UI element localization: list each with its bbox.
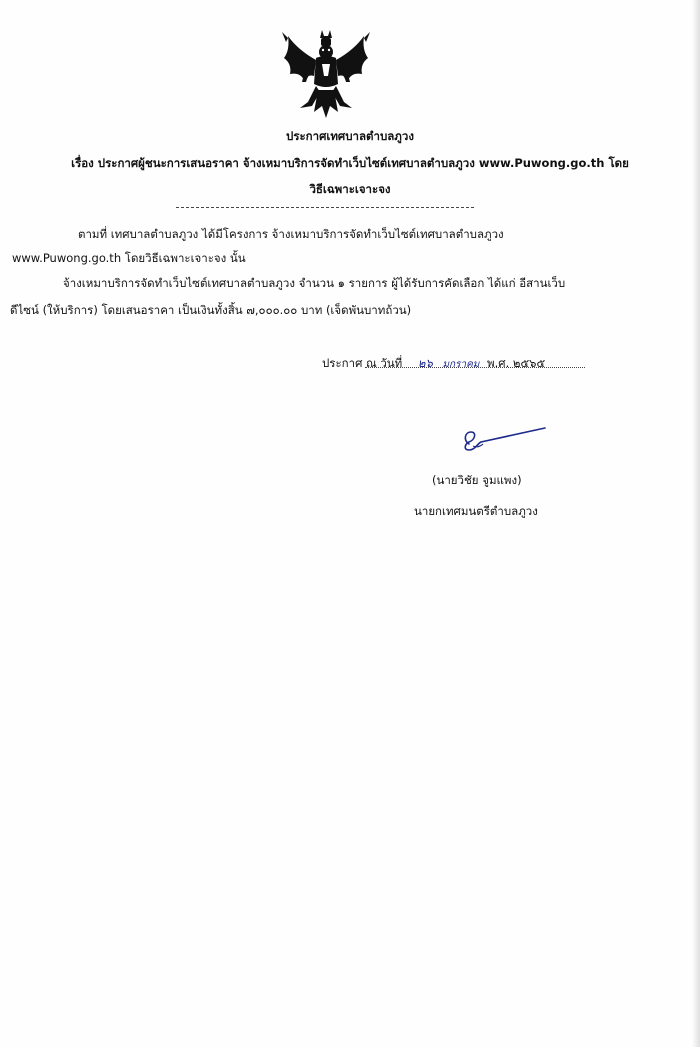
date-month: มกราคม (442, 359, 480, 370)
date-day: ๒๖ (417, 356, 433, 370)
date-prefix: ประกาศ ณ วันที่ (322, 356, 403, 370)
document-title: ประกาศเทศบาลตำบลภูวง (286, 129, 414, 143)
signer-name: (นายวิชัย จูมแพง) (432, 473, 522, 487)
section-divider (176, 207, 474, 208)
date-year: พ.ศ. ๒๕๖๕ (487, 356, 546, 370)
paragraph-1-line-2: www.Puwong.go.th โดยวิธีเฉพาะเจาะจง นั้น (12, 251, 246, 265)
paragraph-2-line-2: ดีไซน์ (ให้บริการ) โดยเสนอราคา เป็นเงินทั้งสิ้น ๗,๐๐๐.๐๐ บาท (เจ็ดพันบาทถ้วน) (10, 303, 412, 317)
subject-line-1: เรื่อง ประกาศผู้ชนะการเสนอราคา จ้างเหมาบริการจัดทำเว็บไซต์เทศบาลตำบลภูวง www.Puwong.go.th โดย (71, 156, 629, 170)
handwritten-signature (455, 420, 550, 460)
date-dotted-line (365, 367, 585, 368)
paragraph-2-line-1: จ้างเหมาบริการจัดทำเว็บไซต์เทศบาลตำบลภูวง จำนวน ๑ รายการ ผู้ได้รับการคัดเลือก ได้แก่ อีสานเว็บ (63, 276, 566, 290)
subject-line-2: วิธีเฉพาะเจาะจง (309, 182, 391, 196)
announce-date (322, 355, 545, 373)
signer-position: นายกเทศมนตรีตำบลภูวง (414, 504, 538, 518)
garuda-emblem-icon (278, 28, 374, 120)
paragraph-1-line-1: ตามที่ เทศบาลตำบลภูวง ได้มีโครงการ จ้างเหมาบริการจัดทำเว็บไซต์เทศบาลตำบลภูวง (78, 227, 504, 241)
page-edge-shadow (692, 0, 700, 1047)
